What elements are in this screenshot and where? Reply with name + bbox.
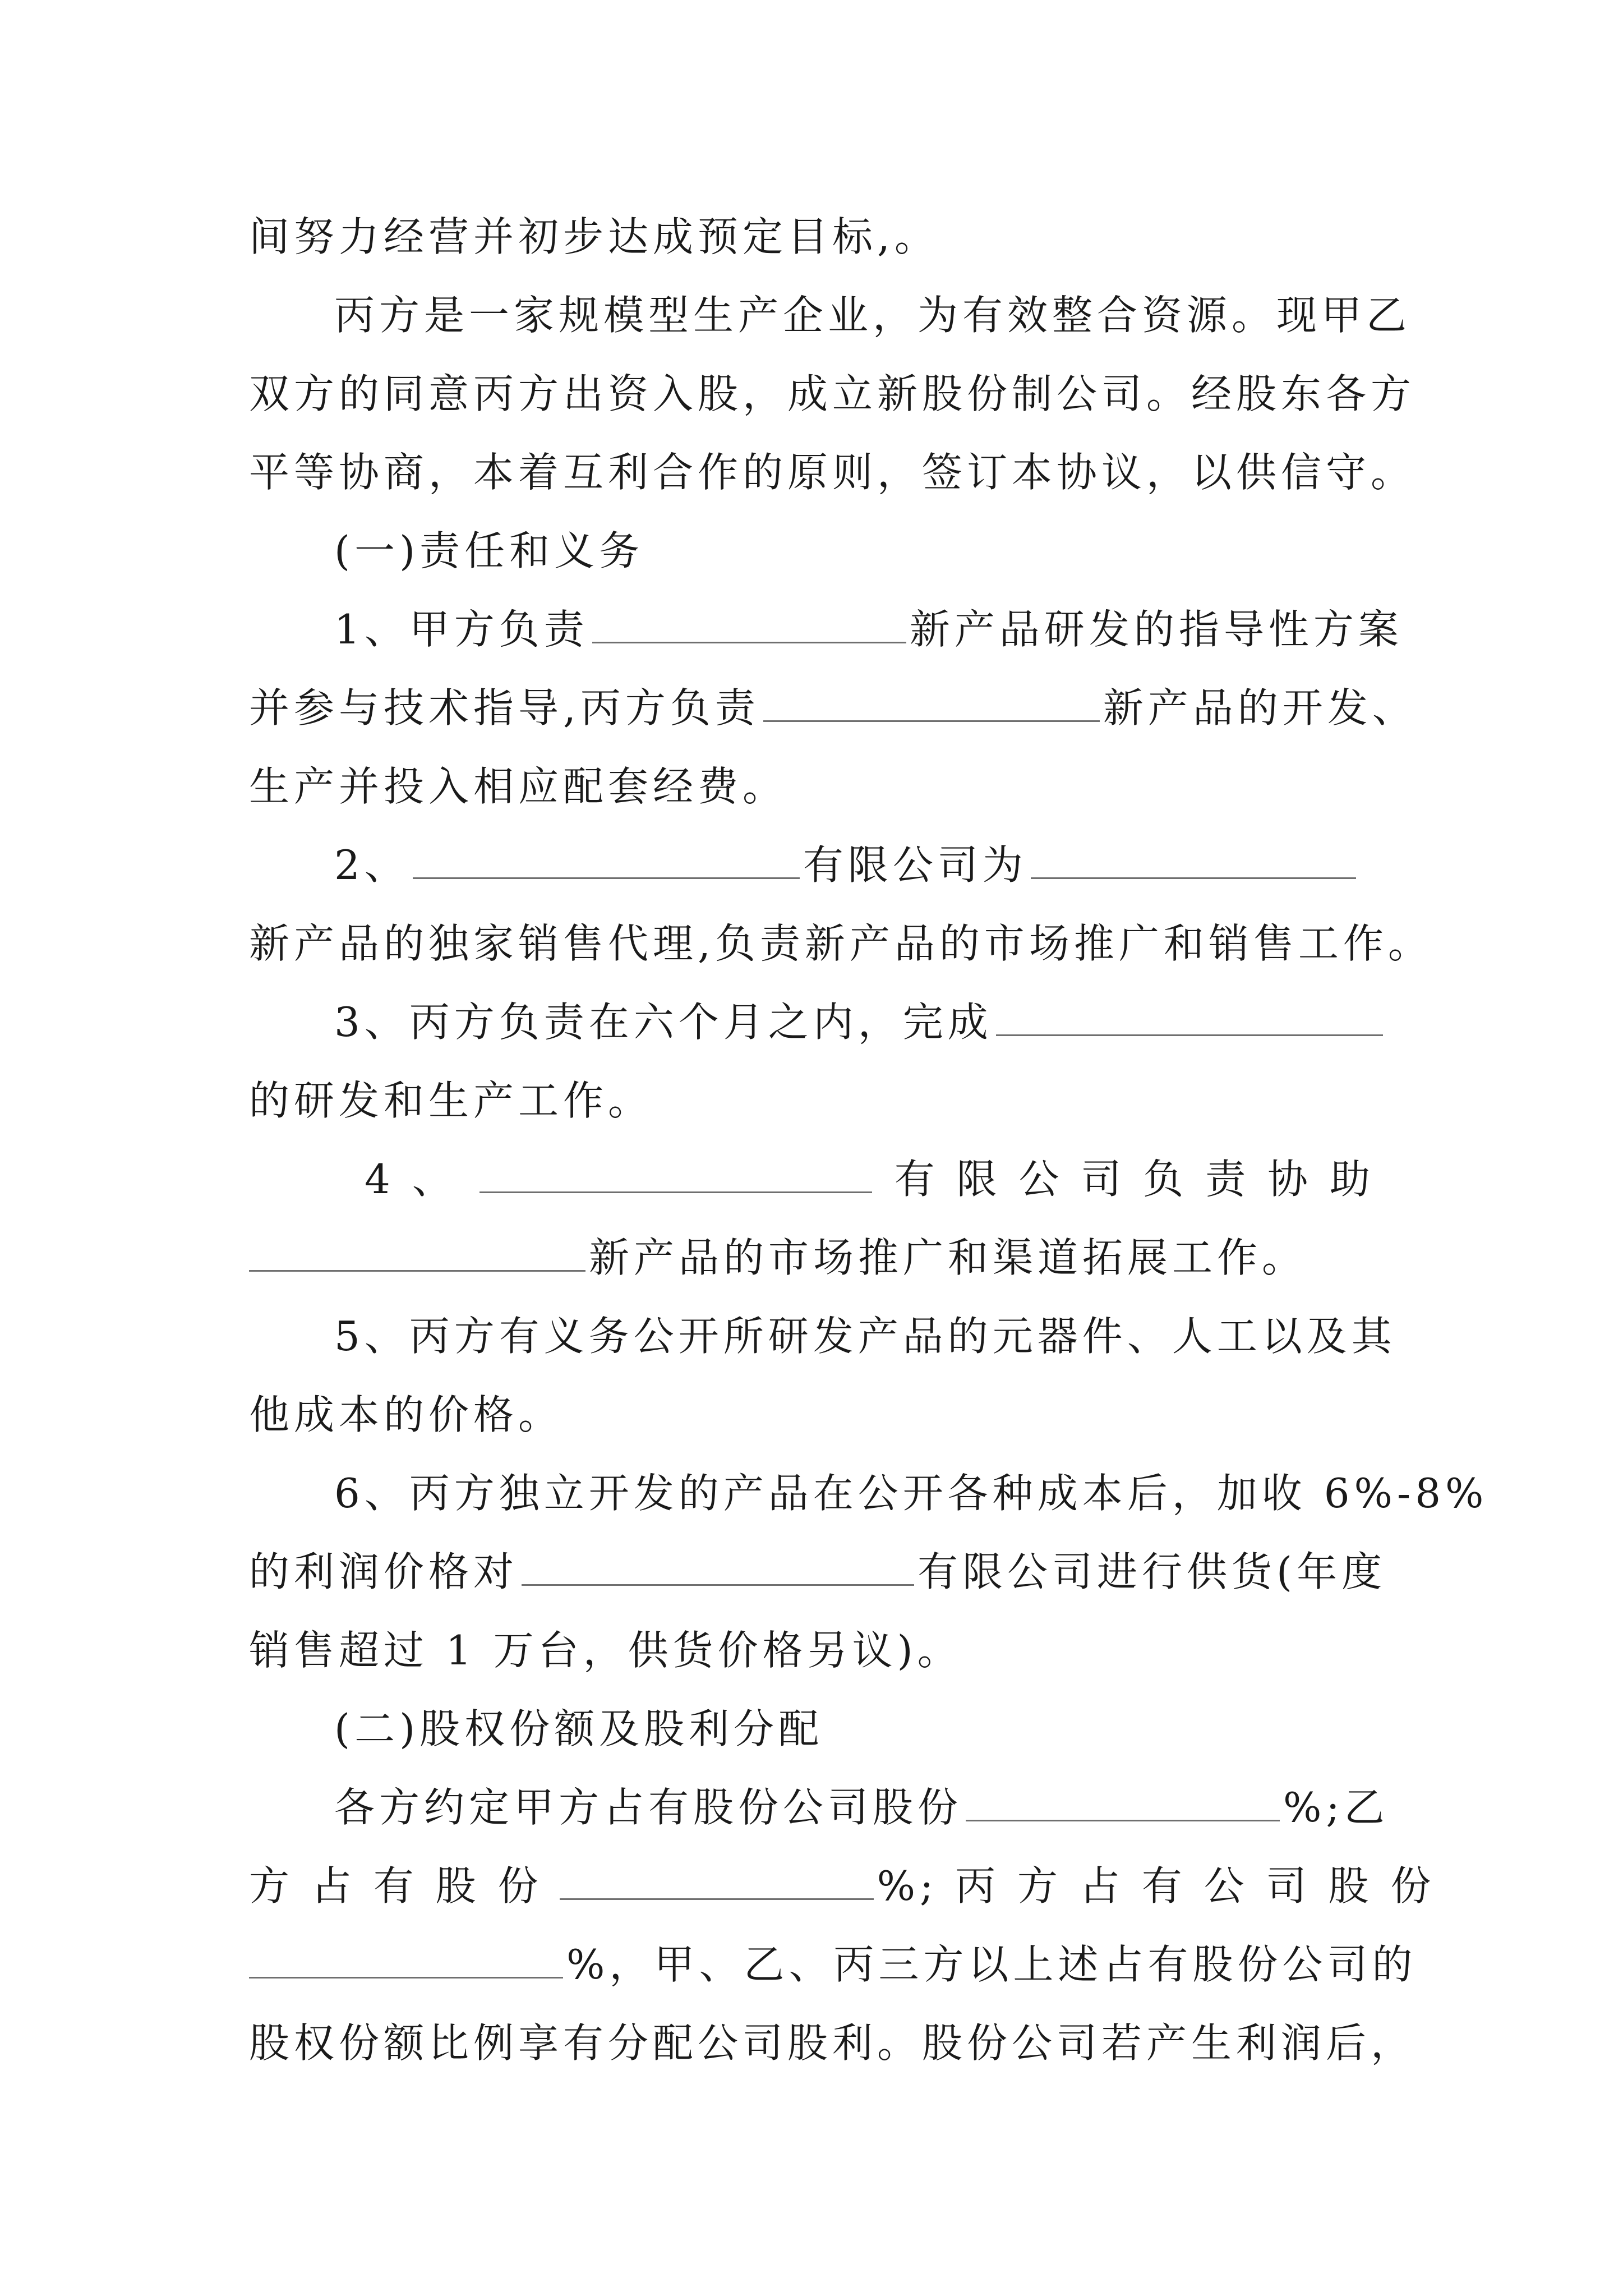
section-heading bbox=[334, 1701, 823, 1757]
paragraph-line bbox=[249, 680, 1417, 736]
fill-in-blank[interactable] bbox=[763, 688, 1100, 722]
paragraph-line bbox=[334, 287, 1411, 343]
paragraph-line bbox=[334, 1308, 1396, 1364]
paragraph-line bbox=[365, 1151, 1375, 1207]
paragraph-line bbox=[334, 1465, 1488, 1521]
text-segment: 4 、 bbox=[365, 1156, 457, 1203]
text-segment: 有 限 公 司 负 责 协 助 bbox=[894, 1156, 1375, 1203]
paragraph-line bbox=[249, 758, 787, 815]
text-segment: 有限公司进行供货(年度 bbox=[917, 1548, 1387, 1595]
paragraph-line bbox=[249, 1387, 563, 1443]
text-segment: 新产品的开发、 bbox=[1103, 684, 1417, 731]
text-segment: 并参与技术指导,丙方负责 bbox=[249, 684, 760, 731]
text-segment: 平等协商，本着互利合作的原则，签订本协议，以供信守。 bbox=[249, 449, 1416, 496]
text-segment: 方 占 有 股 份 bbox=[249, 1862, 543, 1910]
text-segment: %;乙 bbox=[1283, 1784, 1389, 1831]
text-segment: 双方的同意丙方出资入股，成立新股份制公司。经股东各方 bbox=[249, 370, 1416, 417]
fill-in-blank[interactable] bbox=[966, 1787, 1280, 1821]
text-segment: 各方约定甲方占有股份公司股份 bbox=[334, 1784, 963, 1831]
paragraph-line bbox=[334, 1779, 1389, 1835]
paragraph-line bbox=[334, 601, 1403, 657]
fill-in-blank[interactable] bbox=[249, 1944, 563, 1978]
fill-in-blank[interactable] bbox=[1031, 845, 1356, 879]
paragraph-line bbox=[249, 366, 1415, 422]
text-segment: 他成本的价格。 bbox=[249, 1391, 564, 1438]
fill-in-blank[interactable] bbox=[996, 1002, 1383, 1036]
paragraph-line bbox=[249, 915, 1433, 972]
paragraph-line bbox=[249, 1230, 1307, 1286]
paragraph-line bbox=[249, 1622, 962, 1678]
text-segment: 的利润价格对 bbox=[249, 1548, 519, 1595]
text-segment: 销售超过 1 万台，供货价格另议)。 bbox=[249, 1627, 962, 1674]
fill-in-blank[interactable] bbox=[522, 1552, 914, 1586]
section-heading bbox=[334, 523, 644, 579]
text-segment: %，甲、乙、丙三方以上述占有股份公司的 bbox=[566, 1941, 1417, 1988]
paragraph-line bbox=[249, 209, 939, 265]
fill-in-blank[interactable] bbox=[249, 1237, 585, 1272]
fill-in-blank[interactable] bbox=[592, 609, 906, 643]
text-segment: (二)股权份额及股利分配 bbox=[334, 1705, 824, 1752]
text-segment: 3、丙方负责在六个月之内，完成 bbox=[334, 999, 993, 1046]
text-segment: 股权份额比例享有分配公司股利。股份公司若产生利润后， bbox=[249, 2019, 1416, 2067]
text-segment: 6、丙方独立开发的产品在公开各种成本后，加收 6%-8% bbox=[334, 1470, 1488, 1517]
paragraph-line bbox=[249, 2015, 1415, 2071]
text-segment: 有限公司为 bbox=[803, 841, 1027, 889]
text-segment: 新产品的独家销售代理,负责新产品的市场推广和销售工作。 bbox=[249, 920, 1433, 967]
fill-in-blank[interactable] bbox=[560, 1866, 874, 1900]
paragraph-line bbox=[334, 837, 1359, 893]
text-segment: 新产品的市场推广和渠道拓展工作。 bbox=[589, 1234, 1307, 1281]
text-segment: 丙方是一家规模型生产企业，为有效整合资源。现甲乙 bbox=[334, 292, 1412, 339]
text-segment: %; 丙 方 占 有 公 司 股 份 bbox=[877, 1862, 1436, 1910]
fill-in-blank[interactable] bbox=[413, 845, 800, 879]
text-segment: 的研发和生产工作。 bbox=[249, 1077, 653, 1124]
fill-in-blank[interactable] bbox=[479, 1159, 872, 1193]
paragraph-line bbox=[249, 444, 1415, 500]
text-segment: 间努力经营并初步达成预定目标,。 bbox=[249, 213, 939, 260]
text-segment: 1、甲方负责 bbox=[334, 606, 589, 653]
paragraph-line bbox=[249, 1544, 1386, 1600]
paragraph-line bbox=[249, 1073, 653, 1129]
text-segment: 新产品研发的指导性方案 bbox=[909, 606, 1403, 653]
text-segment: (一)责任和义务 bbox=[334, 527, 644, 574]
paragraph-line bbox=[249, 1858, 1435, 1914]
text-segment: 5、丙方有义务公开所研发产品的元器件、人工以及其 bbox=[334, 1313, 1396, 1360]
paragraph-line bbox=[249, 1936, 1417, 1993]
paragraph-line bbox=[334, 994, 1386, 1050]
text-segment: 生产并投入相应配套经费。 bbox=[249, 763, 788, 810]
text-segment: 2、 bbox=[334, 841, 409, 889]
